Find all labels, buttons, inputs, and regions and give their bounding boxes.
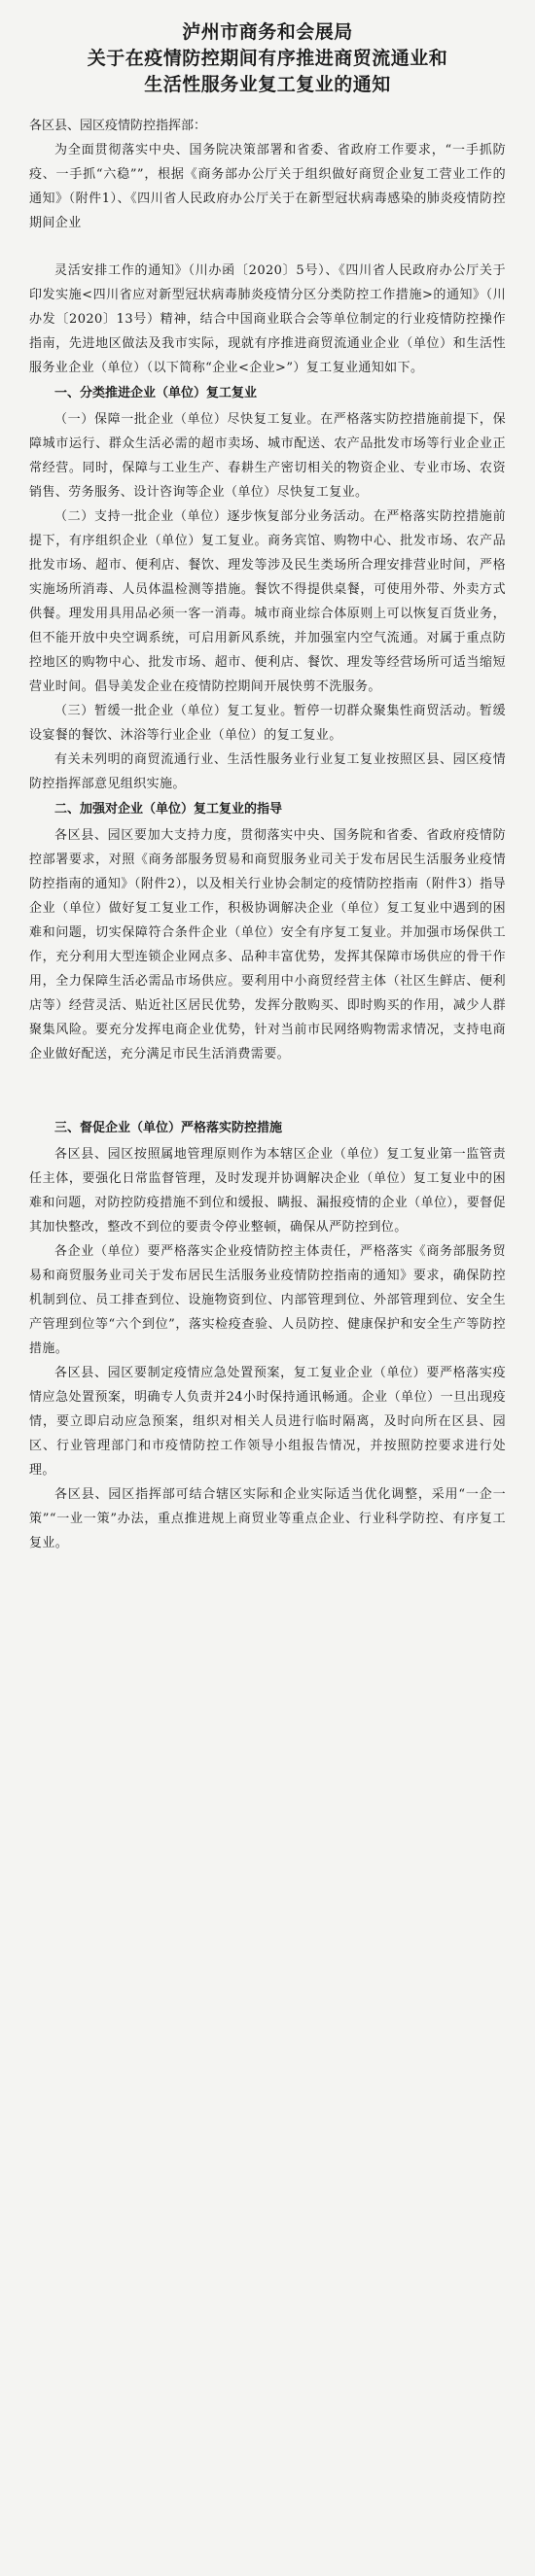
section1-paragraph-2: （二）支持一批企业（单位）逐步恢复部分业务活动。在严格落实防控措施前提下，有序组织企业（单位）复工复业。商务宾馆、购物中心、批发市场、农产品批发市场、超市、便利店、餐饮、理发等涉及民生类场所合理安排营业时间，严格实施场所消毒、人员体温检测等措施。餐饮不得提供桌餐，可使用外带、外卖方式供餐。理发用具用品必须一客一消毒。城市商业综合体原则上可以恢复百货业务，但不能开放中央空调系统，可启用新风系统，并加强室内空气流通。对属于重点防控地区的购物中心、批发市场、超市、便利店、餐饮、理发等经营场所可适当缩短营业时间。倡导美发企业在疫情防控期间开展快剪不洗服务。 [29, 509, 506, 694]
document-title [29, 19, 506, 98]
section1-paragraph-3: （三）暂缓一批企业（单位）复工复业。暂停一切群众聚集性商贸活动。暂缓设宴餐的餐饮、沐浴等行业企业（单位）的复工复业。 [29, 704, 506, 743]
intro-paragraph-2: 灵活安排工作的通知》（川办函〔2020〕5号）、《四川省人民政府办公厅关于印发实施<四川省应对新型冠状病毒肺炎疫情分区分类防控工作措施>的通知》（川办发〔2020〕13号）精神，结合中国商业联合会等单位制定的行业疫情防控操作指南，先进地区做法及我市实际，现就有序推进商贸流通业企业（单位）和生活性服务业企业（单位）（以下简称“企业<企业>”）复工复业通知如下。 [29, 263, 506, 375]
title-line-3: 生活性服务业复工复业的通知 [144, 74, 391, 95]
section1-paragraph-1: （一）保障一批企业（单位）尽快复工复业。在严格落实防控措施前提下，保障城市运行、群众生活必需的超市卖场、城市配送、农产品批发市场等行业企业正常经营。同时，保障与工业生产、春耕生产密切相关的物资企业、专业市场、农资销售、劳务服务、设计咨询等企业（单位）尽快复工复业。 [29, 412, 506, 500]
section-heading-3: 三、督促企业（单位）严格落实防控措施 [54, 1121, 283, 1135]
title-line-1: 泸州市商务和会展局 [182, 21, 353, 43]
section1-paragraph-4: 有关未列明的商贸流通行业、生活性服务业行业复工复业按照区县、园区疫情防控指挥部意见组织实施。 [29, 752, 506, 791]
section3-paragraph-2: 各企业（单位）要严格落实企业疫情防控主体责任，严格落实《商务部服务贸易和商贸服务业司关于发布居民生活服务业疫情防控指南的通知》要求，确保防控机制到位、员工排查到位、设施物资到位、内部管理到位、外部管理到位、安全生产管理到位等“六个到位”，落实检疫查验、人员防控、健康保护和安全生产等防控措施。 [29, 1244, 506, 1356]
section-heading-1: 一、分类推进企业（单位）复工复业 [54, 386, 258, 400]
paragraph-gap [29, 235, 506, 259]
title-line-2: 关于在疫情防控期间有序推进商贸流通业和 [87, 48, 448, 69]
section3-paragraph-4: 各区县、园区指挥部可结合辖区实际和企业实际适当优化调整，采用“一企一策”“一业一策”办法，重点推进规上商贸业等重点企业、行业科学防控、有序复工复业。 [29, 1487, 506, 1550]
section2-paragraph-1: 各区县、园区要加大支持力度，贯彻落实中央、国务院和省委、省政府疫情防控部署要求，对照《商务部服务贸易和商贸服务业司关于发布居民生活服务业疫情防控指南的通知》（附件2），以及相关行业协会制定的疫情防控指南（附件3）指导企业（单位）做好复工复业工作，积极协调解决企业（单位）复工复业中遇到的困难和问题，切实保障符合条件企业（单位）安全有序复工复业。并加强市场保供工作，充分利用大型连锁企业网点多、品种丰富优势，发挥其保障市场供应的骨干作用，全力保障生活必需品市场供应。要利用中小商贸经营主体（社区生鲜店、便利店等）经营灵活、贴近社区居民优势，发挥分散购买、即时购买的作用，减少人群聚集风险。要充分发挥电商企业优势，针对当前市民网络购物需求情况，支持电商企业做好配送，充分满足市民生活消费需要。 [29, 828, 506, 1062]
addressee: 各区县、园区疫情防控指挥部： [29, 119, 207, 133]
section-heading-2: 二、加强对企业（单位）复工复业的指导 [54, 802, 283, 817]
intro-paragraph-1: 为全面贯彻落实中央、国务院决策部署和省委、省政府工作要求，“一手抓防疫、一手抓“六稳””，根据《商务部办公厅关于组织做好商贸企业复工营业工作的通知》（附件1）、《四川省人民政府办公厅关于在新型冠状病毒感染的肺炎疫情防控期间企业 [29, 143, 506, 230]
section3-paragraph-3: 各区县、园区要制定疫情应急处置预案，复工复业企业（单位）要严格落实疫情应急处置预案，明确专人负责并24小时保持通讯畅通。企业（单位）一旦出现疫情，要立即启动应急预案，组织对相关人员进行临时隔离，及时向所在区县、园区、行业管理部门和市疫情防控工作领导小组报告情况，并按照防控要求进行处理。 [29, 1366, 506, 1478]
section-gap [29, 1066, 506, 1115]
section3-paragraph-1: 各区县、园区按照属地管理原则作为本辖区企业（单位）复工复业第一监管责任主体，要强化日常监督管理，及时发现并协调解决企业（单位）复工复业中的困难和问题，对防控防疫措施不到位和缓报、瞒报、漏报疫情的企业（单位），要督促其加快整改，整改不到位的要责令停业整顿，确保从严防控到位。 [29, 1147, 506, 1235]
